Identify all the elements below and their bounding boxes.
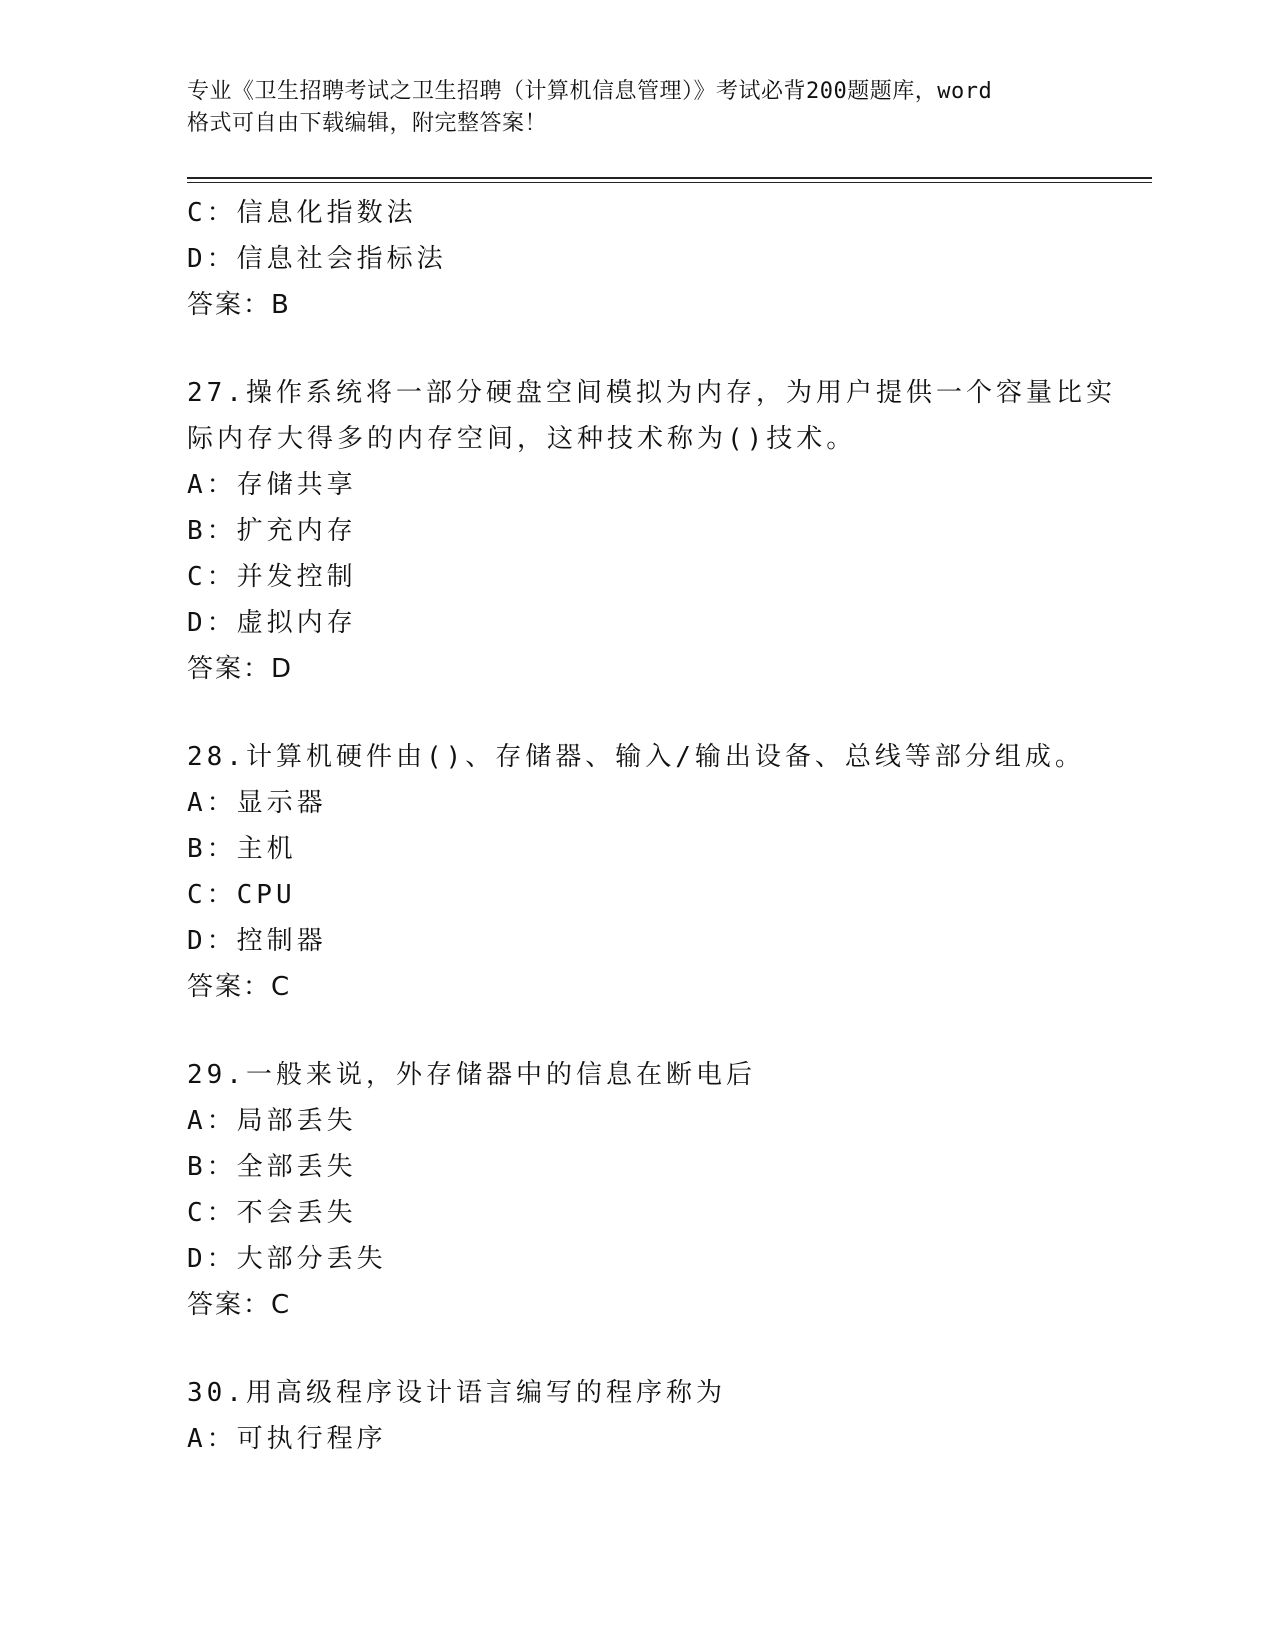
header-title-line-2: 格式可自由下载编辑，附完整答案！ [187,111,548,136]
header-divider-thin [187,182,1152,183]
option-a: A：存储共享 [187,470,357,500]
question-stem: 27.操作系统将一部分硬盘空间模拟为内存，为用户提供一个容量比实 [187,378,1116,408]
spacer [187,1010,1147,1052]
option-c: C：并发控制 [187,562,357,592]
question-stem: 30.用高级程序设计语言编写的程序称为 [187,1378,726,1408]
answer-label: 答案：C [187,1290,292,1320]
option-a: A：显示器 [187,788,327,818]
header-title-line-1: 专业《卫生招聘考试之卫生招聘（计算机信息管理）》考试必背200题题库，word [187,79,993,104]
spacer [187,1328,1147,1370]
option-c: C：CPU [187,880,296,910]
question-stem: 29.一般来说，外存储器中的信息在断电后 [187,1060,756,1090]
option-b: B：主机 [187,834,297,864]
question-stem-continued: 际内存大得多的内存空间，这种技术称为()技术。 [187,424,857,454]
question-30 [187,1370,1147,1462]
answer-label: 答案：D [187,654,294,684]
answer-label: 答案：B [187,290,291,320]
previous-question-tail [187,190,1147,328]
question-list [187,190,1147,1462]
question-27 [187,370,1147,692]
question-29 [187,1052,1147,1328]
answer-label: 答案：C [187,972,292,1002]
option-d: D：控制器 [187,926,327,956]
spacer [187,328,1147,370]
option-a: A：局部丢失 [187,1106,357,1136]
option-b: B：全部丢失 [187,1152,357,1182]
option-d: D：大部分丢失 [187,1244,387,1274]
header-divider-thick [187,177,1152,179]
option-c: C：信息化指数法 [187,198,417,228]
question-28 [187,734,1147,1010]
option-d: D：信息社会指标法 [187,244,447,274]
option-c: C：不会丢失 [187,1198,357,1228]
document-header [187,76,1087,140]
option-a: A：可执行程序 [187,1424,387,1454]
option-d: D：虚拟内存 [187,608,357,638]
option-b: B：扩充内存 [187,516,357,546]
question-stem: 28.计算机硬件由()、存储器、输入/输出设备、总线等部分组成。 [187,742,1085,772]
spacer [187,692,1147,734]
